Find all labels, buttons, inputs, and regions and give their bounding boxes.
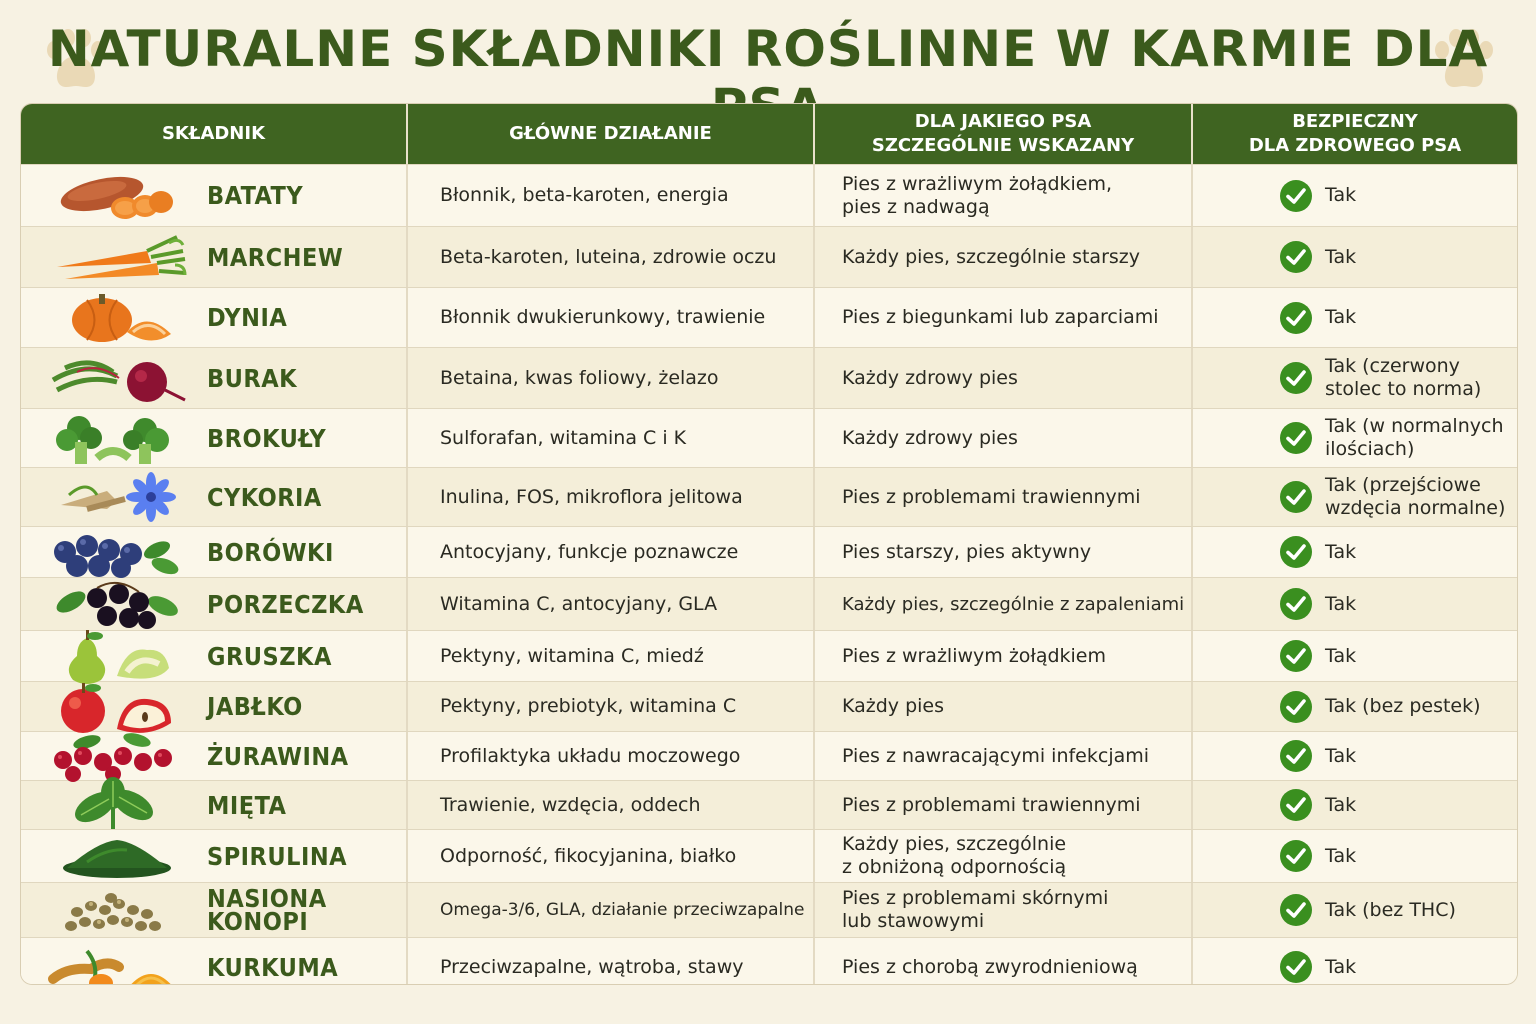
recommended-dog-text: Każdy pies <box>842 695 945 717</box>
safe-text: Tak (bez pestek) <box>1325 695 1481 717</box>
safe-cell <box>1191 227 1517 287</box>
recommended-dog-text: Pies z problemami trawiennymi <box>842 485 1141 508</box>
recommended-dog-cell <box>813 348 1191 408</box>
pumpkin-icon <box>47 290 187 346</box>
ingredient-cell <box>21 631 406 681</box>
main-action-cell <box>406 830 813 882</box>
main-action-cell <box>406 348 813 408</box>
safe-text: Tak <box>1325 540 1357 563</box>
recommended-dog-text: Pies z problemami skórnymi lub stawowymi <box>842 887 1109 932</box>
safe-text: Tak (w normalnych ilościach) <box>1325 415 1504 460</box>
main-action-text: Odporność, fikocyjanina, białko <box>440 844 737 867</box>
hemp-seeds-icon <box>47 882 187 938</box>
table-row <box>21 829 1517 882</box>
recommended-dog-cell <box>813 682 1191 731</box>
main-action-cell <box>406 527 813 577</box>
ingredient-cell <box>21 732 406 780</box>
table-row <box>21 731 1517 780</box>
safe-text: Tak (czerwony stolec to norma) <box>1325 355 1482 400</box>
spirulina-powder-icon <box>47 828 187 884</box>
ingredient-cell <box>21 578 406 630</box>
safe-cell <box>1191 938 1517 985</box>
main-action-cell <box>406 468 813 526</box>
recommended-dog-text: Każdy zdrowy pies <box>842 366 1018 389</box>
safe-cell <box>1191 781 1517 829</box>
safe-text: Tak (bez THC) <box>1325 898 1456 921</box>
ingredient-cell <box>21 468 406 526</box>
header-recommended-dog: DLA JAKIEGO PSA SZCZEGÓLNIE WSKAZANY <box>813 104 1191 164</box>
table-row <box>21 577 1517 630</box>
ingredient-name: CYKORIA <box>207 482 322 512</box>
header-ingredient: SKŁADNIK <box>161 123 266 144</box>
page-title: NATURALNE SKŁADNIKI ROŚLINNE W KARMIE DLA <box>47 20 1489 78</box>
recommended-dog-text: Pies z biegunkami lub zaparciami <box>842 306 1159 328</box>
ingredient-name: PORZECZKA <box>207 589 364 619</box>
safe-cell <box>1191 527 1517 577</box>
ingredient-cell <box>21 165 406 226</box>
check-circle-icon <box>1279 240 1313 274</box>
recommended-dog-cell <box>813 883 1191 937</box>
ingredient-name: BATATY <box>207 181 304 210</box>
blackcurrant-icon <box>47 576 187 632</box>
check-circle-icon <box>1279 361 1313 395</box>
recommended-dog-cell <box>813 165 1191 226</box>
ingredient-name: KURKUMA <box>207 952 339 982</box>
safe-cell <box>1191 830 1517 882</box>
chicory-icon <box>47 469 187 525</box>
sweet-potato-icon <box>47 168 187 224</box>
recommended-dog-text: Pies z nawracającymi infekcjami <box>842 744 1150 767</box>
safe-cell <box>1191 682 1517 731</box>
recommended-dog-cell <box>813 468 1191 526</box>
check-circle-icon <box>1279 480 1313 514</box>
recommended-dog-text: Pies z chorobą zwyrodnieniową <box>842 955 1138 978</box>
table-row <box>21 164 1517 226</box>
recommended-dog-cell <box>813 830 1191 882</box>
recommended-dog-text: Każdy pies, szczególnie z obniżoną odpornością <box>842 833 1067 878</box>
main-action-cell <box>406 578 813 630</box>
table-row <box>21 226 1517 287</box>
ingredient-name: MIĘTA <box>207 790 287 820</box>
safe-cell <box>1191 409 1517 467</box>
ingredient-name: MARCHEW <box>207 242 344 272</box>
check-circle-icon <box>1279 739 1313 773</box>
recommended-dog-text: Pies starszy, pies aktywny <box>842 540 1092 563</box>
ingredient-name: DYNIA <box>207 303 288 332</box>
recommended-dog-text: Każdy pies, szczególnie z zapaleniami <box>842 593 1185 615</box>
table-row <box>21 287 1517 347</box>
recommended-dog-cell <box>813 409 1191 467</box>
ingredient-name: NASIONA KONOPI <box>207 884 327 936</box>
safe-text: Tak <box>1325 744 1357 767</box>
main-action-cell <box>406 883 813 937</box>
check-circle-icon <box>1279 788 1313 822</box>
main-action-text: Błonnik, beta-karoten, energia <box>440 184 729 206</box>
blueberries-icon <box>47 524 187 580</box>
main-action-text: Antocyjany, funkcje poznawcze <box>440 540 739 563</box>
table-row <box>21 630 1517 681</box>
ingredient-name: BURAK <box>207 363 298 393</box>
ingredient-name: BORÓWKI <box>207 537 334 567</box>
safe-cell <box>1191 288 1517 347</box>
table-row <box>21 526 1517 577</box>
header-main-action: GŁÓWNE DZIAŁANIE <box>406 104 813 164</box>
ingredient-name: BROKUŁY <box>207 423 327 453</box>
recommended-dog-cell <box>813 732 1191 780</box>
safe-cell <box>1191 468 1517 526</box>
check-circle-icon <box>1279 301 1313 335</box>
carrot-icon <box>47 229 187 285</box>
safe-cell <box>1191 883 1517 937</box>
recommended-dog-cell <box>813 938 1191 985</box>
recommended-dog-cell <box>813 631 1191 681</box>
ingredient-name: SPIRULINA <box>207 841 348 871</box>
mint-icon <box>47 777 187 833</box>
ingredient-name: ŻURAWINA <box>207 741 349 771</box>
safe-text: Tak <box>1325 306 1357 328</box>
main-action-cell <box>406 409 813 467</box>
recommended-dog-text: Każdy zdrowy pies <box>842 426 1018 449</box>
safe-text: Tak <box>1325 844 1357 867</box>
recommended-dog-cell <box>813 288 1191 347</box>
check-circle-icon <box>1279 893 1313 927</box>
ingredient-cell <box>21 781 406 829</box>
main-action-text: Betaina, kwas foliowy, żelazo <box>440 366 719 389</box>
main-action-cell <box>406 781 813 829</box>
check-circle-icon <box>1279 535 1313 569</box>
main-action-text: Inulina, FOS, mikroflora jelitowa <box>440 485 743 508</box>
safe-text: Tak (przejściowe wzdęcia normalne) <box>1325 474 1506 519</box>
safe-cell <box>1191 631 1517 681</box>
recommended-dog-cell <box>813 527 1191 577</box>
safe-cell <box>1191 732 1517 780</box>
table-row <box>21 681 1517 731</box>
ingredient-cell <box>21 682 406 731</box>
table-row <box>21 347 1517 408</box>
ingredient-cell <box>21 527 406 577</box>
main-action-cell <box>406 631 813 681</box>
main-action-text: Profilaktyka układu moczowego <box>440 744 741 767</box>
table-row <box>21 882 1517 937</box>
ingredient-cell <box>21 348 406 408</box>
check-circle-icon <box>1279 950 1313 984</box>
safe-text: Tak <box>1325 592 1357 615</box>
cranberry-icon <box>47 728 187 784</box>
safe-text: Tak <box>1325 955 1357 978</box>
turmeric-icon <box>47 939 187 985</box>
ingredient-cell <box>21 938 406 985</box>
safe-text: Tak <box>1325 793 1357 816</box>
recommended-dog-text: Każdy pies, szczególnie starszy <box>842 245 1141 268</box>
safe-cell <box>1191 348 1517 408</box>
pear-icon <box>47 628 187 684</box>
recommended-dog-cell <box>813 781 1191 829</box>
safe-cell <box>1191 165 1517 226</box>
table-row <box>21 937 1517 985</box>
safe-text: Tak <box>1325 644 1357 667</box>
table-body <box>21 164 1517 985</box>
safe-text: Tak <box>1325 184 1357 206</box>
ingredient-cell <box>21 409 406 467</box>
beetroot-icon <box>47 350 187 406</box>
ingredient-name: JABŁKO <box>207 692 303 721</box>
check-circle-icon <box>1279 690 1313 724</box>
main-action-cell <box>406 682 813 731</box>
main-action-cell <box>406 938 813 985</box>
main-action-text: Trawienie, wzdęcia, oddech <box>440 793 701 816</box>
recommended-dog-text: Pies z wrażliwym żołądkiem <box>842 644 1106 667</box>
ingredient-cell <box>21 288 406 347</box>
safe-cell <box>1191 578 1517 630</box>
main-action-text: Omega-3/6, GLA, działanie przeciwzapalne <box>440 899 805 920</box>
main-action-text: Pektyny, prebiotyk, witamina C <box>440 695 737 717</box>
recommended-dog-cell <box>813 227 1191 287</box>
main-action-cell <box>406 227 813 287</box>
main-action-text: Sulforafan, witamina C i K <box>440 426 687 449</box>
apple-icon <box>47 679 187 735</box>
main-action-cell <box>406 288 813 347</box>
main-action-cell <box>406 165 813 226</box>
recommended-dog-cell <box>813 578 1191 630</box>
header-safe: BEZPIECZNY DLA ZDROWEGO PSA <box>1191 104 1517 164</box>
table-row <box>21 408 1517 467</box>
recommended-dog-text: Pies z problemami trawiennymi <box>842 793 1141 816</box>
ingredient-cell <box>21 883 406 937</box>
check-circle-icon <box>1279 421 1313 455</box>
main-action-cell <box>406 732 813 780</box>
recommended-dog-text: Pies z wrażliwym żołądkiem, pies z nadwagą <box>842 172 1113 218</box>
check-circle-icon <box>1279 179 1313 213</box>
main-action-text: Pektyny, witamina C, miedź <box>440 644 704 667</box>
ingredient-cell <box>21 830 406 882</box>
ingredient-name: GRUSZKA <box>207 641 332 671</box>
broccoli-icon <box>47 410 187 466</box>
ingredient-cell <box>21 227 406 287</box>
main-action-text: Witamina C, antocyjany, GLA <box>440 592 718 615</box>
check-circle-icon <box>1279 639 1313 673</box>
main-action-text: Beta-karoten, luteina, zdrowie oczu <box>440 245 777 268</box>
ingredients-table <box>20 103 1518 985</box>
main-action-text: Przeciwzapalne, wątroba, stawy <box>440 955 744 978</box>
safe-text: Tak <box>1325 245 1357 268</box>
main-action-text: Błonnik dwukierunkowy, trawienie <box>440 306 766 328</box>
table-row <box>21 467 1517 526</box>
table-row <box>21 780 1517 829</box>
table-header <box>21 104 1517 164</box>
check-circle-icon <box>1279 587 1313 621</box>
check-circle-icon <box>1279 839 1313 873</box>
